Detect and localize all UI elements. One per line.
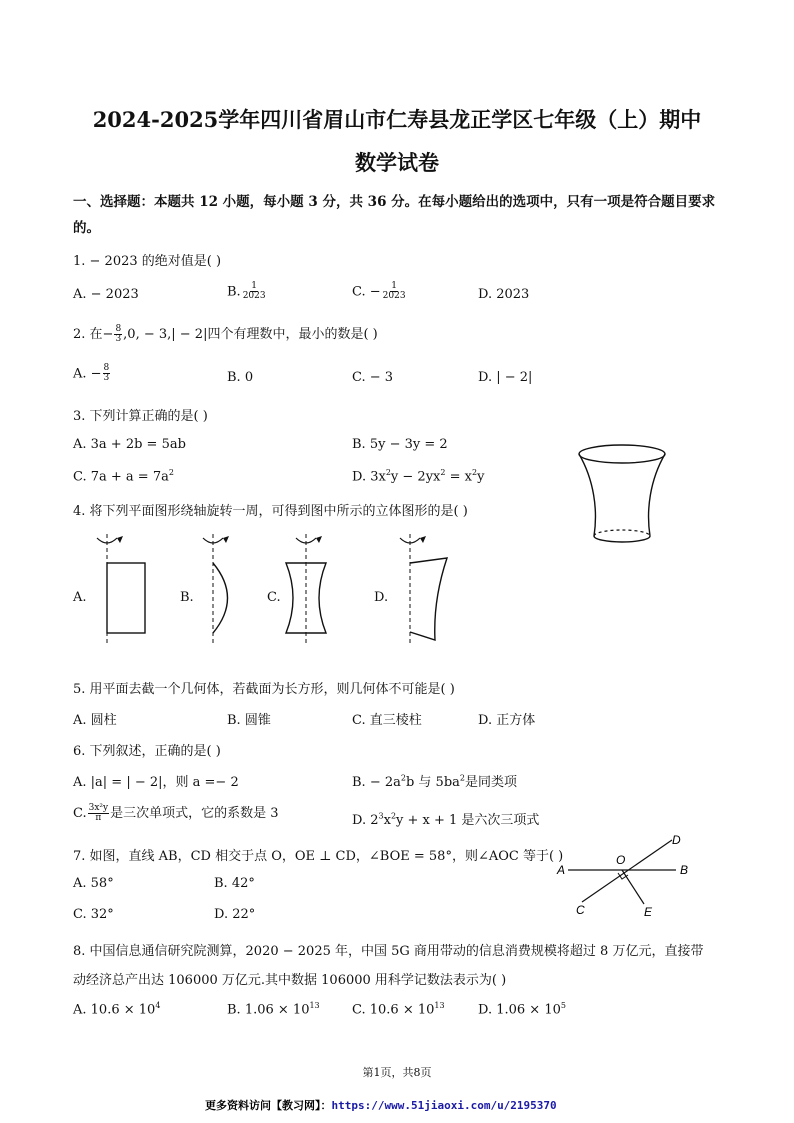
intersecting-lines-figure — [552, 828, 702, 920]
label-b: B — [680, 863, 689, 877]
q8-option-b: B. $1.06 \times 10^{13}$ — [227, 1001, 320, 1018]
q2-option-b: B. 0 — [227, 370, 254, 385]
q6-option-b: B. − $2a^2b$ 与 $5ba^2$是同类项 — [352, 773, 518, 790]
q1-option-c: C. − $\frac{1}{2023}$ — [352, 281, 406, 302]
q3-option-c: C. $7a + a = 7a^2$ — [73, 468, 174, 485]
q4-option-a: A. — [73, 590, 87, 605]
q2-option-d: D. | − 2| — [478, 370, 533, 385]
q8-option-d: D. $1.06 \times 10^5$ — [478, 1001, 566, 1018]
q4-option-b: B. — [180, 590, 194, 605]
fraction: $\frac{1}{2023}$ — [382, 281, 406, 302]
label-e: E — [644, 905, 653, 919]
footer-link[interactable]: 更多资料访问【教习网】：https://www.51jiaoxi.com/u/2195370 — [205, 1099, 557, 1112]
label-a: A — [557, 863, 566, 877]
q6-option-c: C. $\frac{\text{3x²y}}{\pi}$ 是三次单项式，它的系数是 3 — [73, 802, 279, 823]
fraction: $\frac{1}{2023}$ — [242, 281, 266, 302]
q4-option-d: D. — [374, 590, 389, 605]
q1-stem: 1. − 2023 的绝对值是( ) — [73, 254, 222, 269]
q5-option-c: C. 直三棱柱 — [352, 713, 422, 728]
q7-option-a: A. 58° — [73, 876, 114, 891]
trapezoid-curved-shape-figure — [393, 530, 463, 648]
fraction: $\frac{8}{3}$ — [115, 323, 122, 344]
q3-stem: 3. 下列计算正确的是( ) — [73, 409, 208, 424]
q1-option-a: A. − 2023 — [73, 287, 139, 302]
q5-stem: 5. 用平面去截一个几何体，若截面为长方形，则几何体不可能是( ) — [73, 682, 455, 697]
q2-option-c: C. − 3 — [352, 370, 394, 385]
q5-option-d: D. 正方体 — [478, 713, 536, 728]
q7-option-b: B. 42° — [214, 876, 255, 891]
fraction: $\frac{8}{3}$ — [103, 363, 110, 384]
q2-option-a: A. − $\frac{8}{3}$ — [73, 363, 110, 384]
q7-stem: 7. 如图，直线 AB，CD 相交于点 O，OE ⊥ CD，∠BOE = 58°，则∠AOC 等于( ) — [73, 849, 564, 864]
q5-option-a: A. 圆柱 — [73, 713, 117, 728]
section-heading-cont: 的。 — [73, 220, 100, 236]
q5-option-b: B. 圆锥 — [227, 713, 271, 728]
fraction: $\frac{\text{3x²y}}{\pi}$ — [88, 802, 109, 823]
q7-option-c: C. 32° — [73, 907, 114, 922]
q8-option-a: A. $10.6 \times 10^4$ — [73, 1001, 161, 1018]
q6-stem: 6. 下列叙述，正确的是( ) — [73, 744, 221, 759]
exam-title: 2024-2025学年四川省眉山市仁寿县龙正学区七年级（上）期中 — [92, 107, 702, 132]
q3-option-a: A. 3a + 2b = 5ab — [73, 437, 186, 452]
label-o: O — [616, 853, 626, 867]
q8-option-c: C. $10.6 \times 10^{13}$ — [352, 1001, 445, 1018]
q3-option-d: D. $3x^2y - 2yx^2 = x^2y$ — [352, 468, 485, 485]
page-number: 第1页，共8页 — [362, 1066, 432, 1079]
exam-subtitle: 数学试卷 — [355, 150, 439, 175]
concave-shape-figure — [282, 530, 352, 648]
arc-shape-figure — [196, 530, 246, 648]
q8-stem: 8. 中国信息通信研究院测算，2020 − 2025 年，中国 5G 商用带动的信息消费规模将超过 8 万亿元，直接带 — [73, 944, 704, 959]
section-heading: 一、选择题：本题共 12 小题，每小题 3 分，共 36 分。在每小题给出的选项中，只有一项是符合题目要求 — [73, 194, 716, 210]
label-d: D — [672, 833, 681, 847]
rectangle-shape-figure — [90, 530, 160, 648]
solid-figure — [574, 440, 674, 552]
q1-option-d: D. 2023 — [478, 287, 530, 302]
q2-stem: 2. 在− $\frac{8}{3}$ ,0, − 3,| − 2|四个有理数中，最小的数是( ) — [73, 323, 378, 344]
q4-stem: 4. 将下列平面图形绕轴旋转一周，可得到图中所示的立体图形的是( ) — [73, 504, 468, 519]
q3-option-b: B. 5y − 3y = 2 — [352, 437, 448, 452]
q8-stem-cont: 动经济总产出达 106000 万亿元.其中数据 106000 用科学记数法表示为( ) — [73, 973, 507, 988]
label-c: C — [576, 903, 585, 917]
q7-option-d: D. 22° — [214, 907, 256, 922]
q6-option-d: D. $2^3x^2y + x + 1$ 是六次三项式 — [352, 811, 540, 828]
q6-option-a: A. |a| = | − 2|，则 a =− 2 — [73, 775, 239, 790]
q1-option-b: B. $\frac{1}{2023}$ — [227, 281, 266, 302]
q4-option-c: C. — [267, 590, 281, 605]
